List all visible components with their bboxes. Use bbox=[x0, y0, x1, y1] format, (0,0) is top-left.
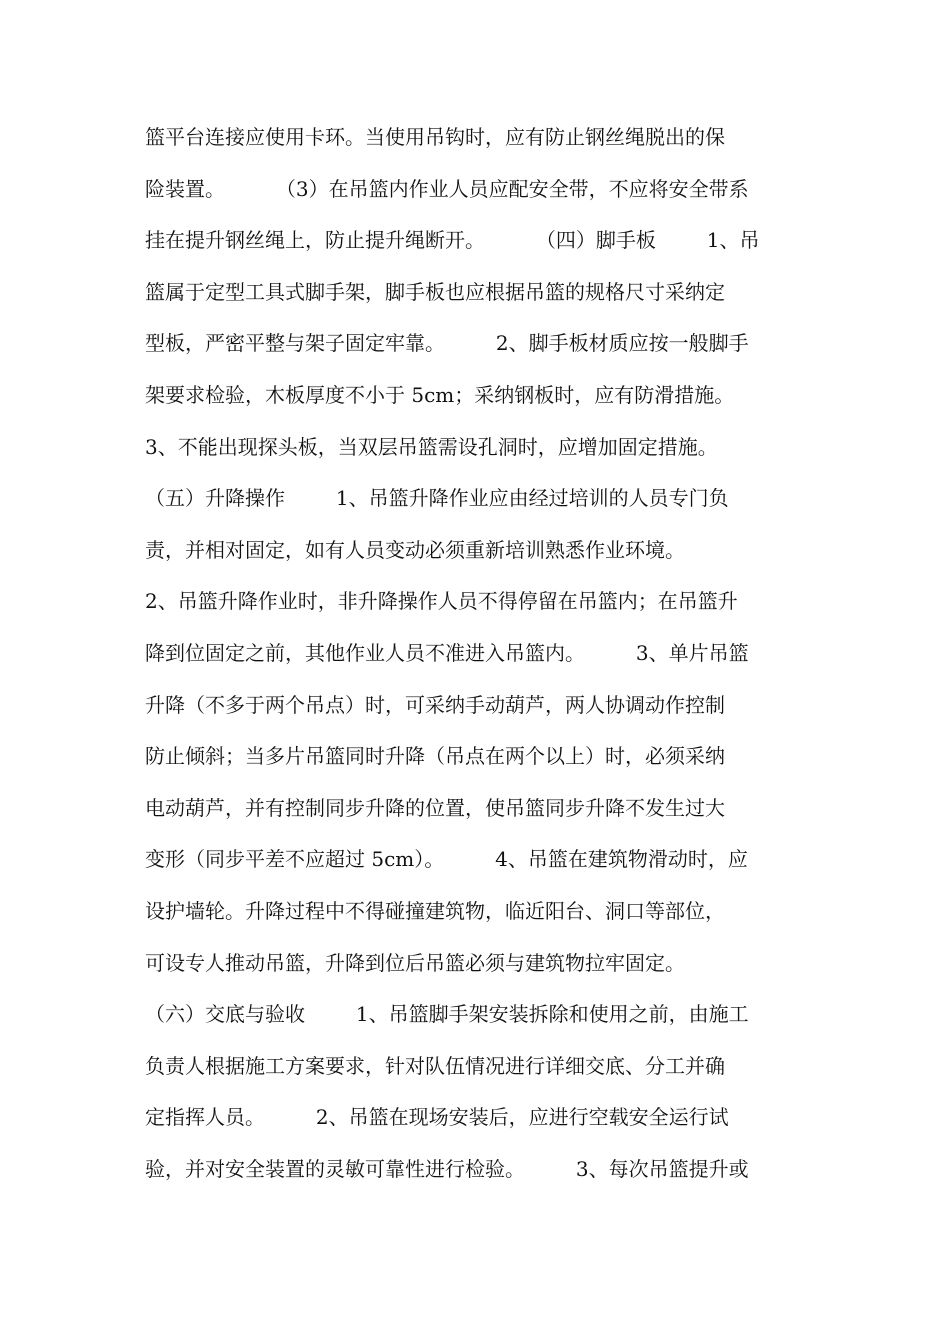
text-line: 架要求检验，木板厚度不小于 5cm；采纳钢板时，应有防滑措施。 bbox=[145, 382, 735, 407]
text-line: 设护墙轮。升降过程中不得碰撞建筑物，临近阳台、洞口等部位， bbox=[145, 898, 725, 923]
text-line: 防止倾斜；当多片吊篮同时升降（吊点在两个以上）时，必须采纳 bbox=[145, 744, 725, 769]
text-line: 型板，严密平整与架子固定牢靠。 2、脚手板材质应按一般脚手 bbox=[145, 331, 749, 356]
text-line: 变形（同步平差不应超过 5cm）。 4、吊篮在建筑物滑动时，应 bbox=[145, 847, 748, 872]
text-line: 3、不能出现探头板，当双层吊篮需设孔洞时，应增加固定措施。 bbox=[145, 434, 718, 459]
text-line: 负责人根据施工方案要求，针对队伍情况进行详细交底、分工并确 bbox=[145, 1053, 725, 1078]
text-line: （五）升降操作 1、吊篮升降作业应由经过培训的人员专门负 bbox=[145, 486, 729, 511]
text-line: 篮属于定型工具式脚手架，脚手板也应根据吊篮的规格尺寸采纳定 bbox=[145, 279, 725, 304]
text-line: （六）交底与验收 1、吊篮脚手架安装拆除和使用之前，由施工 bbox=[145, 1002, 749, 1027]
text-line: 升降（不多于两个吊点）时，可采纳手动葫芦，两人协调动作控制 bbox=[145, 692, 725, 717]
text-line: 责，并相对固定，如有人员变动必须重新培训熟悉作业环境。 bbox=[145, 537, 685, 562]
text-line: 定指挥人员。 2、吊篮在现场安装后，应进行空载安全运行试 bbox=[145, 1105, 729, 1130]
text-line: 险装置。 （3）在吊篮内作业人员应配安全带，不应将安全带系 bbox=[145, 176, 749, 201]
text-line: 电动葫芦，并有控制同步升降的位置，使吊篮同步升降不发生过大 bbox=[145, 795, 725, 820]
text-line: 降到位固定之前，其他作业人员不准进入吊篮内。 3、单片吊篮 bbox=[145, 640, 749, 665]
text-line: 2、吊篮升降作业时，非升降操作人员不得停留在吊篮内；在吊篮升 bbox=[145, 589, 738, 614]
text-line: 挂在提升钢丝绳上，防止提升绳断开。 （四）脚手板 1、吊 bbox=[145, 228, 760, 253]
text-line: 验，并对安全装置的灵敏可靠性进行检验。 3、每次吊篮提升或 bbox=[145, 1156, 749, 1181]
text-line: 可设专人推动吊篮，升降到位后吊篮必须与建筑物拉牢固定。 bbox=[145, 950, 685, 975]
text-line: 篮平台连接应使用卡环。当使用吊钩时，应有防止钢丝绳脱出的保 bbox=[145, 125, 725, 149]
body-text bbox=[145, 112, 810, 1195]
